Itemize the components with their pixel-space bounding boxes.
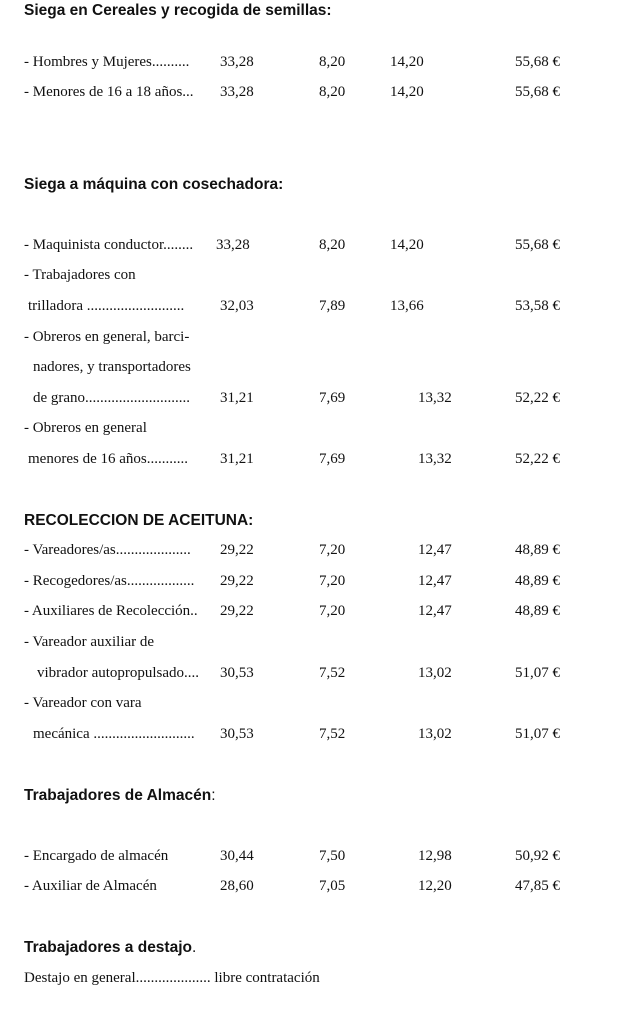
row-value-1: 29,22 <box>220 573 254 589</box>
row-value-total: 55,68 € <box>515 84 560 100</box>
section-heading-almacen: Trabajadores de Almacén: <box>24 787 216 804</box>
row-label: - Auxiliar de Almacén <box>24 878 157 894</box>
row-value-3: 14,20 <box>390 84 424 100</box>
row-label-continued: menores de 16 años........... <box>28 451 188 467</box>
row-value-3: 13,02 <box>418 726 452 742</box>
row-value-total: 47,85 € <box>515 878 560 894</box>
row-value-2: 8,20 <box>319 237 346 253</box>
row-value-3: 12,47 <box>418 603 452 619</box>
row-label-continued: vibrador autopropulsado.... <box>37 665 200 681</box>
row-label-continued: trilladora .......................... <box>28 298 185 314</box>
row-value-1: 28,60 <box>220 878 254 894</box>
row-value-3: 12,98 <box>418 848 452 864</box>
row-value-total: 48,89 € <box>515 542 560 558</box>
row-value-1: 33,28 <box>216 237 250 253</box>
row-value-2: 7,52 <box>319 726 346 742</box>
row-value-1: 30,53 <box>220 726 254 742</box>
row-value-2: 8,20 <box>319 54 346 70</box>
row-value-2: 7,89 <box>319 298 346 314</box>
row-value-1: 30,44 <box>220 848 254 864</box>
row-value-1: 33,28 <box>220 54 254 70</box>
row-value-total: 52,22 € <box>515 451 560 467</box>
row-value-2: 7,20 <box>319 603 346 619</box>
row-label-continued: de grano............................ <box>33 390 191 406</box>
row-value-3: 13,32 <box>418 451 452 467</box>
row-value-2: 7,20 <box>319 542 346 558</box>
section-heading-destajo: Trabajadores a destajo. <box>24 939 197 956</box>
row-value-2: 8,20 <box>319 84 346 100</box>
row-value-total: 53,58 € <box>515 298 560 314</box>
row-value-3: 12,47 <box>418 542 452 558</box>
row-value-1: 32,03 <box>220 298 254 314</box>
row-label-continued: nadores, y transportadores <box>33 359 191 375</box>
row-label: - Trabajadores con <box>24 267 136 283</box>
row-label: - Vareador con vara <box>24 695 142 711</box>
row-label: - Hombres y Mujeres.......... <box>24 54 190 70</box>
row-value-total: 52,22 € <box>515 390 560 406</box>
row-value-3: 13,66 <box>390 298 424 314</box>
row-label: - Recogedores/as.................. <box>24 573 195 589</box>
section-heading-recoleccion-aceituna: RECOLECCION DE ACEITUNA: <box>24 512 254 529</box>
row-label: - Obreros en general <box>24 420 147 436</box>
row-label-continued: mecánica ........................... <box>33 726 195 742</box>
row-label: - Obreros en general, barci- <box>24 329 190 345</box>
row-label: - Menores de 16 a 18 años... <box>24 84 194 100</box>
row-value-2: 7,69 <box>319 451 346 467</box>
destajo-label: Destajo en general.................... <box>24 970 211 986</box>
row-label: - Encargado de almacén <box>24 848 169 864</box>
row-value-total: 48,89 € <box>515 603 560 619</box>
row-label: - Vareadores/as.................... <box>24 542 191 558</box>
section-heading-siega-maquina: Siega a máquina con cosechadora: <box>24 176 284 193</box>
destajo-row <box>24 970 320 987</box>
row-value-2: 7,52 <box>319 665 346 681</box>
row-value-1: 29,22 <box>220 603 254 619</box>
row-value-total: 50,92 € <box>515 848 560 864</box>
section-heading-siega-cereales: Siega en Cereales y recogida de semillas: <box>24 2 332 19</box>
row-value-1: 33,28 <box>220 84 254 100</box>
row-value-3: 13,02 <box>418 665 452 681</box>
row-label: - Vareador auxiliar de <box>24 634 155 650</box>
row-value-total: 48,89 € <box>515 573 560 589</box>
row-value-3: 12,20 <box>418 878 452 894</box>
row-value-2: 7,20 <box>319 573 346 589</box>
row-value-2: 7,69 <box>319 390 346 406</box>
row-value-3: 14,20 <box>390 54 424 70</box>
row-label: - Auxiliares de Recolección.. <box>24 603 198 619</box>
row-value-3: 13,32 <box>418 390 452 406</box>
row-label: - Maquinista conductor........ <box>24 237 194 253</box>
row-value-1: 30,53 <box>220 665 254 681</box>
row-value-1: 29,22 <box>220 542 254 558</box>
row-value-total: 51,07 € <box>515 726 560 742</box>
row-value-2: 7,50 <box>319 848 346 864</box>
row-value-total: 51,07 € <box>515 665 560 681</box>
destajo-value: libre contratación <box>214 970 320 986</box>
row-value-1: 31,21 <box>220 390 254 406</box>
row-value-total: 55,68 € <box>515 237 560 253</box>
row-value-3: 14,20 <box>390 237 424 253</box>
row-value-2: 7,05 <box>319 878 346 894</box>
row-value-3: 12,47 <box>418 573 452 589</box>
row-value-1: 31,21 <box>220 451 254 467</box>
row-value-total: 55,68 € <box>515 54 560 70</box>
